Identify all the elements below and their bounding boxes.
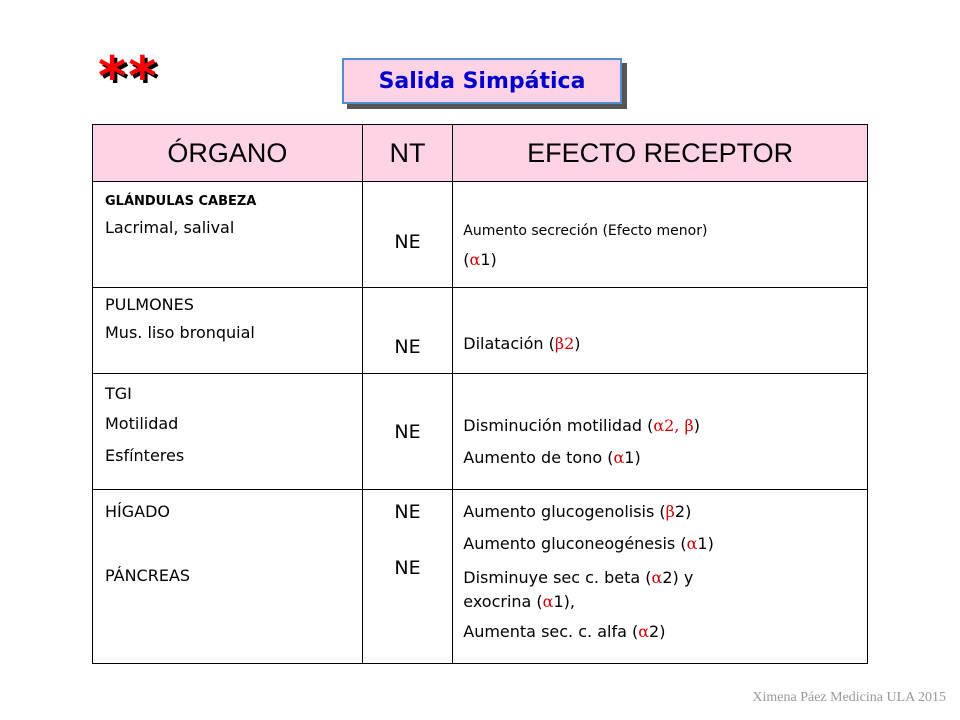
greek-beta: β (554, 334, 565, 353)
title-box (342, 58, 622, 104)
greek-alpha: α (638, 622, 650, 641)
nt-value: NE (394, 231, 421, 253)
greek-alpha-beta: α2, β (653, 416, 694, 435)
effect-line: Aumento glucogenolisis (β2) (463, 502, 692, 521)
organ-label: PÁNCREAS (105, 566, 191, 585)
greek-beta: β (665, 502, 675, 521)
greek-alpha: α (686, 534, 698, 553)
effect-line: Disminución motilidad (α2, β) (463, 416, 701, 435)
organ-cell (93, 374, 363, 490)
table-row (93, 490, 868, 664)
table-row (93, 182, 868, 288)
organ-cell (93, 288, 363, 374)
greek-alpha: α (469, 250, 481, 269)
organ-group-label: GLÁNDULAS CABEZA (105, 194, 257, 209)
effect-line: Dilatación (β2) (463, 334, 581, 353)
greek-alpha: α (542, 592, 554, 611)
greek-alpha: α (651, 568, 663, 587)
nt-cell (362, 288, 453, 374)
organ-label: Mus. liso bronquial (105, 323, 255, 342)
effect-cell (453, 288, 868, 374)
greek-alpha: α (613, 448, 625, 467)
nt-value: NE (394, 336, 421, 358)
effect-line: (α1) (463, 250, 497, 269)
effect-line: Aumento secreción (Efecto menor) (463, 223, 708, 239)
organ-cell (93, 490, 363, 664)
nt-cell (362, 182, 453, 288)
footer-credit: Ximena Páez Medicina ULA 2015 (752, 690, 946, 705)
effect-cell (453, 490, 868, 664)
col-header-organo: ÓRGANO (93, 125, 363, 182)
nt-value: NE (394, 557, 421, 579)
organ-label: Lacrimal, salival (105, 218, 235, 237)
effect-cell (453, 374, 868, 490)
nt-value: NE (394, 501, 421, 523)
table-header-row (93, 125, 868, 182)
stars-mark: ** (98, 45, 159, 108)
col-header-nt: NT (362, 125, 453, 182)
organ-cell (93, 182, 363, 288)
effect-line: Disminuye sec c. beta (α2) y (463, 568, 694, 587)
effect-line: Aumenta sec. c. alfa (α2) (463, 622, 666, 641)
nt-cell (362, 374, 453, 490)
effect-line: exocrina (α1), (463, 592, 575, 611)
nt-cell (362, 490, 453, 664)
effect-cell (453, 182, 868, 288)
organ-group-label: TGI (105, 384, 132, 403)
organ-group-label: PULMONES (105, 295, 194, 314)
slide-title: Salida Simpática (378, 68, 586, 94)
receptor-table (92, 124, 868, 664)
organ-label: Motilidad (105, 414, 179, 433)
col-header-efecto: EFECTO RECEPTOR (453, 125, 868, 182)
effect-line: Aumento gluconeogénesis (α1) (463, 534, 714, 553)
nt-value: NE (394, 421, 421, 443)
organ-label: Esfínteres (105, 446, 185, 465)
table-row (93, 374, 868, 490)
effect-line: Aumento de tono (α1) (463, 448, 641, 467)
organ-label: HÍGADO (105, 502, 171, 521)
table-row (93, 288, 868, 374)
